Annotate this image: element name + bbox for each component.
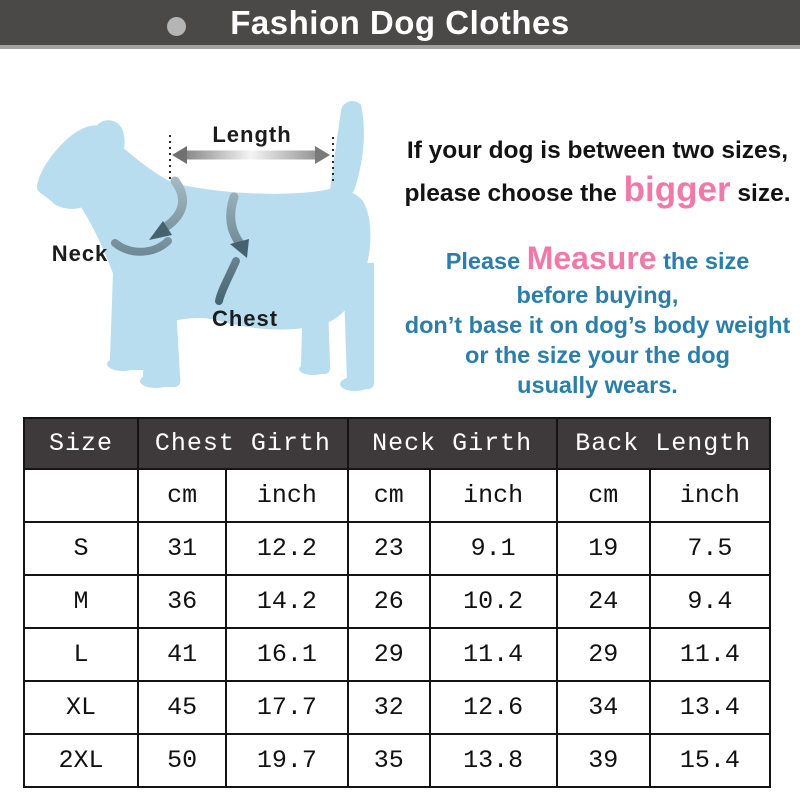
unit-cell: inch <box>226 469 348 522</box>
col-header-chest-girth: Chest Girth <box>138 418 348 469</box>
advice-line: don’t base it on dog’s body weight <box>404 312 791 338</box>
unit-cell: cm <box>138 469 226 522</box>
value-cell: 9.1 <box>430 522 557 575</box>
value-cell: 41 <box>138 628 226 681</box>
value-cell: 12.2 <box>226 522 348 575</box>
bullet-dot-icon <box>167 17 186 36</box>
col-header-size: Size <box>24 418 138 469</box>
value-cell: 14.2 <box>226 575 348 628</box>
value-cell: 31 <box>138 522 226 575</box>
bigger-highlight: bigger <box>623 170 731 209</box>
col-header-back-length: Back Length <box>557 418 770 469</box>
value-cell: 7.5 <box>650 522 770 575</box>
table-header-row <box>24 418 770 469</box>
measure-note <box>395 239 800 400</box>
value-cell: 15.4 <box>650 734 770 787</box>
unit-cell: inch <box>430 469 557 522</box>
value-cell: 24 <box>557 575 650 628</box>
size-cell: S <box>24 522 138 575</box>
value-cell: 11.4 <box>430 628 557 681</box>
advice-line: or the size your the dog <box>464 342 731 368</box>
value-cell: 32 <box>348 681 430 734</box>
value-cell: 39 <box>557 734 650 787</box>
value-cell: 36 <box>138 575 226 628</box>
table-row-m <box>24 575 770 628</box>
advice-text: please choose the <box>404 180 624 207</box>
size-cell: M <box>24 575 138 628</box>
title-banner <box>0 0 800 49</box>
table-row-s <box>24 522 770 575</box>
advice-line <box>395 131 800 170</box>
value-cell: 16.1 <box>226 628 348 681</box>
size-cell: 2XL <box>24 734 138 787</box>
value-cell: 45 <box>138 681 226 734</box>
advice-line <box>395 170 800 213</box>
advice-line: before buying, <box>516 282 679 308</box>
length-label: Length <box>212 122 292 147</box>
value-cell: 13.4 <box>650 681 770 734</box>
between-sizes-note <box>395 131 800 213</box>
value-cell: 9.4 <box>650 575 770 628</box>
table-row-xl <box>24 681 770 734</box>
advice-text: size. <box>730 180 791 207</box>
advice-text: Please <box>445 248 527 274</box>
value-cell: 26 <box>348 575 430 628</box>
table-row-2xl <box>24 734 770 787</box>
advice-text: If your dog is between two sizes, <box>406 137 789 164</box>
value-cell: 29 <box>348 628 430 681</box>
size-chart-table <box>23 417 771 788</box>
advice-text: the size <box>656 248 750 274</box>
units-row <box>24 469 770 522</box>
size-cell: L <box>24 628 138 681</box>
value-cell: 35 <box>348 734 430 787</box>
measure-highlight: Measure <box>526 240 657 276</box>
value-cell: 17.7 <box>226 681 348 734</box>
size-cell: XL <box>24 681 138 734</box>
value-cell: 11.4 <box>650 628 770 681</box>
advice-line: usually wears. <box>517 372 678 398</box>
value-cell: 19.7 <box>226 734 348 787</box>
value-cell: 12.6 <box>430 681 557 734</box>
value-cell: 10.2 <box>430 575 557 628</box>
unit-cell: cm <box>557 469 650 522</box>
value-cell: 29 <box>557 628 650 681</box>
value-cell: 34 <box>557 681 650 734</box>
unit-cell: inch <box>650 469 770 522</box>
page-title: Fashion Dog Clothes <box>230 4 570 41</box>
table-row-l <box>24 628 770 681</box>
units-empty-cell <box>24 469 138 522</box>
value-cell: 19 <box>557 522 650 575</box>
chest-label: Chest <box>211 306 279 331</box>
neck-label: Neck <box>51 241 109 266</box>
unit-cell: cm <box>348 469 430 522</box>
value-cell: 23 <box>348 522 430 575</box>
col-header-neck-girth: Neck Girth <box>348 418 557 469</box>
value-cell: 13.8 <box>430 734 557 787</box>
advice-line <box>395 239 800 280</box>
value-cell: 50 <box>138 734 226 787</box>
